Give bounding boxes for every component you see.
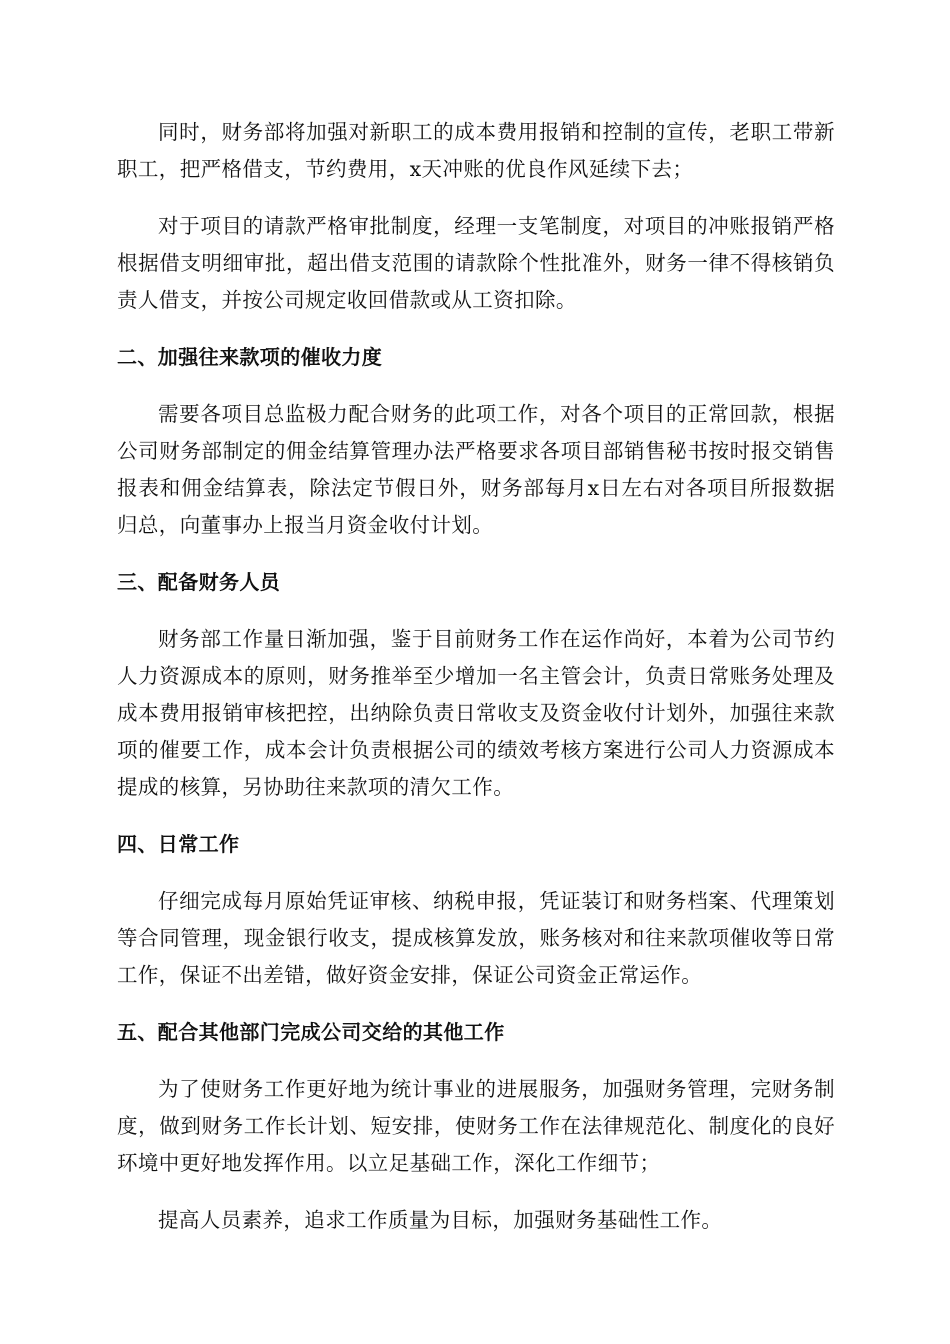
paragraph-gap <box>117 994 835 1014</box>
paragraph-gap <box>117 376 835 396</box>
paragraph-gap <box>117 319 835 339</box>
paragraph-4: 财务部工作量日渐加强，鉴于目前财务工作在运作尚好，本着为公司节约人力资源成本的原则，财务推举至少增加一名主管会计，负责日常账务处理及成本费用报销审核把控，出纳除负责日常收支及资金收付计划外，加强往来款项的催要工作，成本会计负责根据公司的绩效考核方案进行公司人力资源成本提成的核算，另协助往来款项的清欠工作。 <box>117 627 835 799</box>
paragraph-1: 同时，财务部将加强对新职工的成本费用报销和控制的宣传，老职工带新职工，把严格借支，节约费用，x天冲账的优良作风延续下去； <box>117 120 835 181</box>
paragraph-7: 提高人员素养，追求工作质量为目标，加强财务基础性工作。 <box>158 1208 723 1232</box>
section-heading-4: 四、日常工作 <box>117 832 240 856</box>
section-heading-5: 五、配合其他部门完成公司交给的其他工作 <box>117 1020 505 1044</box>
paragraph-gap <box>117 1182 835 1202</box>
paragraph-gap <box>117 544 835 564</box>
paragraph-gap <box>117 863 835 883</box>
paragraph-gap <box>117 806 835 826</box>
paragraph-3: 需要各项目总监极力配合财务的此项工作，对各个项目的正常回款，根据公司财务部制定的佣金结算管理办法严格要求各项目部销售秘书按时报交销售报表和佣金结算表，除法定节假日外，财务部每月x日左右对各项目所报数据归总，向董事办上报当月资金收付计划。 <box>117 402 835 537</box>
paragraph-2: 对于项目的请款严格审批制度，经理一支笔制度，对项目的冲账报销严格根据借支明细审批，超出借支范围的请款除个性批准外，财务一律不得核销负责人借支，并按公司规定收回借款或从工资扣除。 <box>117 214 835 312</box>
document-page <box>117 114 835 1239</box>
section-heading-2: 二、加强往来款项的催收力度 <box>117 345 383 369</box>
section-heading-3: 三、配备财务人员 <box>117 570 281 594</box>
paragraph-gap <box>117 601 835 621</box>
paragraph-5: 仔细完成每月原始凭证审核、纳税申报，凭证装订和财务档案、代理策划等合同管理，现金银行收支，提成核算发放，账务核对和往来款项催收等日常工作，保证不出差错，做好资金安排，保证公司资金正常运作。 <box>117 889 835 987</box>
paragraph-gap <box>117 188 835 208</box>
paragraph-gap <box>117 1051 835 1071</box>
paragraph-6: 为了使财务工作更好地为统计事业的进展服务，加强财务管理，完财务制度，做到财务工作长计划、短安排，使财务工作在法律规范化、制度化的良好环境中更好地发挥作用。以立足基础工作，深化工作细节； <box>117 1077 835 1175</box>
